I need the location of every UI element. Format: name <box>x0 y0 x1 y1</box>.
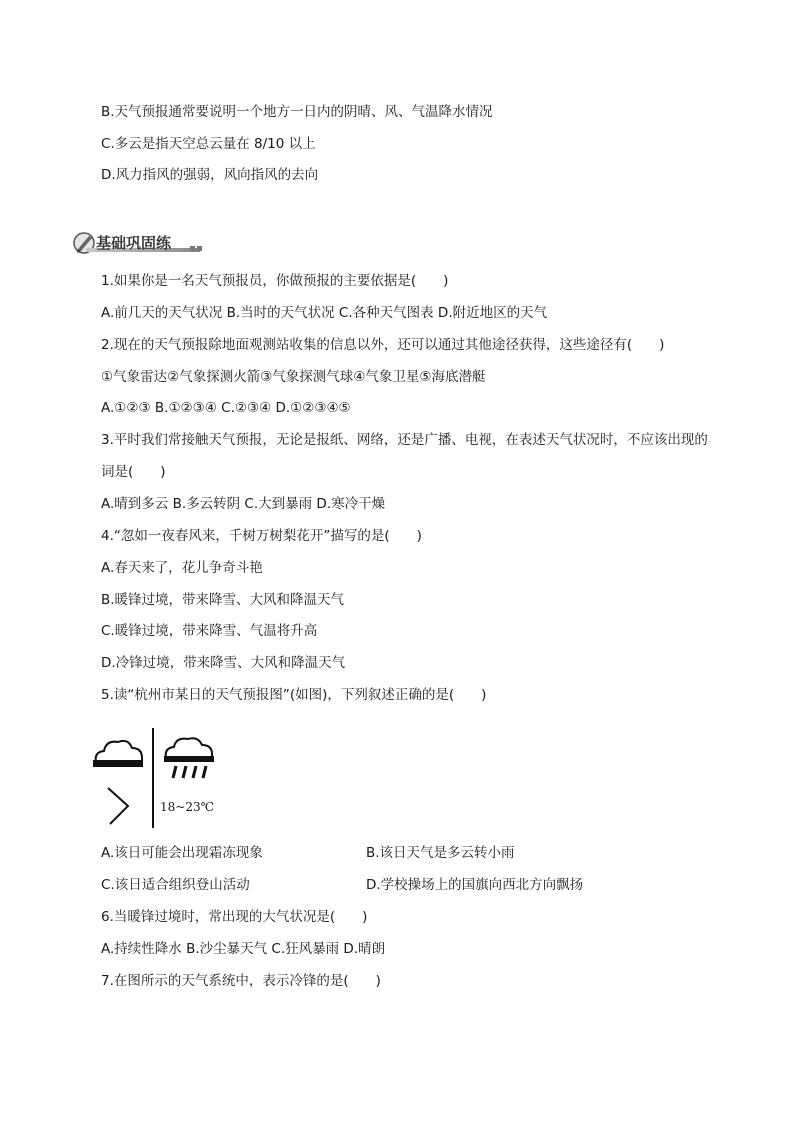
weather-forecast-figure <box>90 728 230 832</box>
figure-divider <box>152 728 154 828</box>
q3-options: A.晴到多云 B.多云转阴 C.大到暴雨 D.寒冷干燥 <box>101 496 386 512</box>
q4-option-b: B.暖锋过境，带来降雪、大风和降温天气 <box>101 592 345 608</box>
q2-stem: 2.现在的天气预报除地面观测站收集的信息以外，还可以通过其他途径获得，这些途径有( ) <box>101 337 665 353</box>
q1-stem: 1.如果你是一名天气预报员，你做预报的主要依据是( ) <box>101 273 449 289</box>
option-c-text: C.多云是指天空总云量在 8/10 以上 <box>101 136 316 152</box>
q6-options: A.持续性降水 B.沙尘暴天气 C.狂风暴雨 D.晴朗 <box>101 941 386 957</box>
q4-stem: 4.“忽如一夜春风来，千树万树梨花开”描写的是( ) <box>101 528 422 544</box>
q5-stem: 5.读“杭州市某日的天气预报图”(如图)，下列叙述正确的是( ) <box>101 687 487 703</box>
wind-arrow-icon <box>104 784 144 828</box>
q3-stem-line1: 3.平时我们常接触天气预报，无论是报纸、网络，还是广播、电视，在表述天气状况时，不应该出现的 <box>101 432 708 448</box>
section-title: 基础巩固练 <box>96 234 172 252</box>
temperature-label: 18~23℃ <box>160 800 215 814</box>
section-banner <box>72 230 202 258</box>
cloudy-icon <box>90 734 146 770</box>
q4-option-c: C.暖锋过境，带来降雪、气温将升高 <box>101 623 318 639</box>
q5-option-d: D.学校操场上的国旗向西北方向飘扬 <box>366 877 584 893</box>
q5-option-c: C.该日适合组织登山活动 <box>101 877 250 893</box>
banner-dot <box>190 246 195 251</box>
q5-option-a: A.该日可能会出现霜冻现象 <box>101 845 263 861</box>
q4-option-a: A.春天来了，花儿争奇斗艳 <box>101 560 263 576</box>
option-d-text: D.风力指风的强弱，风向指风的去向 <box>101 167 319 183</box>
q1-options: A.前几天的天气状况 B.当时的天气状况 C.各种天气图表 D.附近地区的天气 <box>101 305 548 321</box>
q6-stem: 6.当暖锋过境时，常出现的大气状况是( ) <box>101 909 368 925</box>
rain-icon <box>162 736 218 782</box>
q2-items: ①气象雷达②气象探测火箭③气象探测气球④气象卫星⑤海底潜艇 <box>101 369 486 385</box>
q2-options: A.①②③ B.①②③④ C.②③④ D.①②③④⑤ <box>101 400 351 416</box>
q5-option-b: B.该日天气是多云转小雨 <box>366 845 515 861</box>
q7-stem: 7.在图所示的天气系统中，表示冷锋的是( ) <box>101 973 381 989</box>
banner-dot <box>197 246 202 251</box>
option-b-text: B.天气预报通常要说明一个地方一日内的阴晴、风、气温降水情况 <box>101 104 493 120</box>
q3-stem-line2: 词是( ) <box>101 464 166 480</box>
pen-circle-icon <box>72 230 98 256</box>
q4-option-d: D.冷锋过境，带来降雪、大风和降温天气 <box>101 655 346 671</box>
